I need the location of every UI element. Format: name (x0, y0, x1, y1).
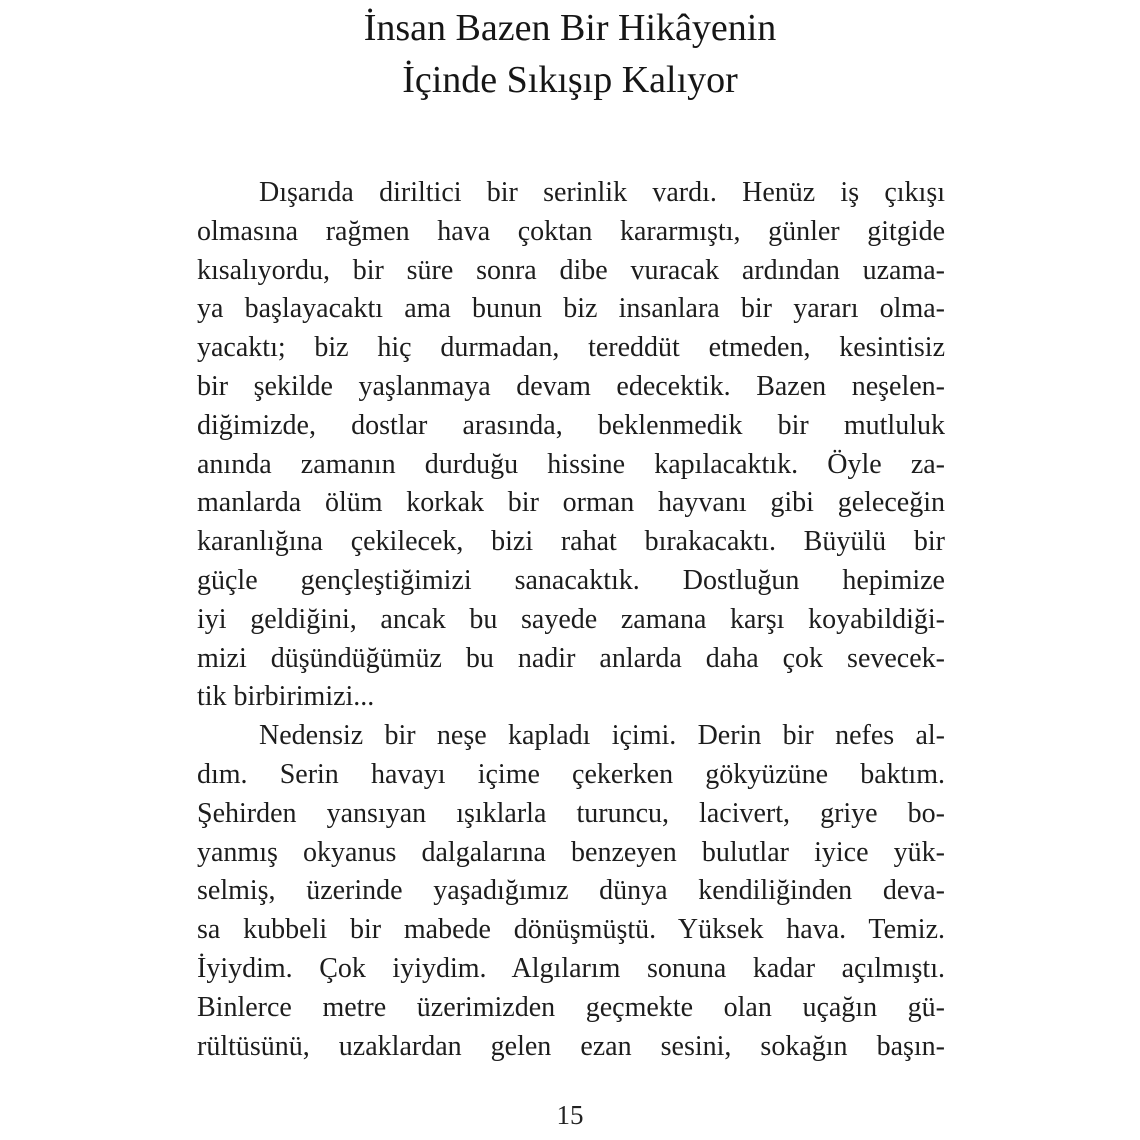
paragraph (197, 174, 945, 717)
text-line: rültüsünü, uzaklardan gelen ezan sesini, sokağın başın- (197, 1030, 945, 1062)
text-line: İyiydim. Çok iyiydim. Algılarım sonuna kadar açılmıştı. (197, 952, 945, 984)
text-line: Şehirden yansıyan ışıklarla turuncu, lacivert, griye bo- (197, 797, 945, 829)
text-line: diğimizde, dostlar arasında, beklenmedik bir mutluluk (197, 409, 945, 441)
chapter-title-line: İçinde Sıkışıp Kalıyor (402, 59, 738, 101)
text-line: selmiş, üzerinde yaşadığımız dünya kendiliğinden deva- (197, 875, 945, 907)
text-line: bir şekilde yaşlanmaya devam edecektik. Bazen neşelen- (197, 370, 945, 402)
paragraph (197, 717, 945, 1066)
page-number: 15 (556, 1100, 584, 1130)
body-text (197, 174, 945, 1066)
chapter-title-line: İnsan Bazen Bir Hikâyenin (363, 7, 777, 49)
text-line: olmasına rağmen hava çoktan kararmıştı, günler gitgide (197, 215, 945, 247)
text-line: dım. Serin havayı içime çekerken gökyüzüne baktım. (197, 758, 945, 790)
text-line: ya başlayacaktı ama bunun biz insanlara bir yararı olma- (197, 293, 945, 325)
text-line: karanlığına çekilecek, bizi rahat bırakacaktı. Büyülü bir (197, 526, 945, 558)
text-line: Dışarıda diriltici bir serinlik vardı. Henüz iş çıkışı (259, 177, 945, 208)
text-line: yacaktı; biz hiç durmadan, tereddüt etmeden, kesintisiz (197, 332, 945, 364)
text-line: Binlerce metre üzerimizden geçmekte olan uçağın gü- (197, 991, 945, 1023)
text-line: sa kubbeli bir mabede dönüşmüştü. Yüksek hava. Temiz. (197, 914, 945, 946)
text-line: Nedensiz bir neşe kapladı içimi. Derin bir nefes al- (259, 720, 945, 752)
text-line: mizi düşündüğümüz bu nadir anlarda daha çok sevecek- (197, 642, 945, 674)
text-line: iyi geldiğini, ancak bu sayede zamana karşı koyabildiği- (197, 603, 945, 635)
text-line: manlarda ölüm korkak bir orman hayvanı gibi geleceğin (197, 487, 945, 519)
text-line: tik birbirimizi... (197, 681, 375, 713)
chapter-title (0, 2, 1140, 106)
text-line: yanmış okyanus dalgalarına benzeyen bulutlar iyice yük- (197, 836, 945, 868)
text-line: kısalıyordu, bir süre sonra dibe vuracak ardından uzama- (197, 254, 945, 286)
text-line: güçle gençleştiğimizi sanacaktık. Dostluğun hepimize (197, 564, 945, 596)
text-line: anında zamanın durduğu hissine kapılacaktık. Öyle za- (197, 448, 945, 480)
